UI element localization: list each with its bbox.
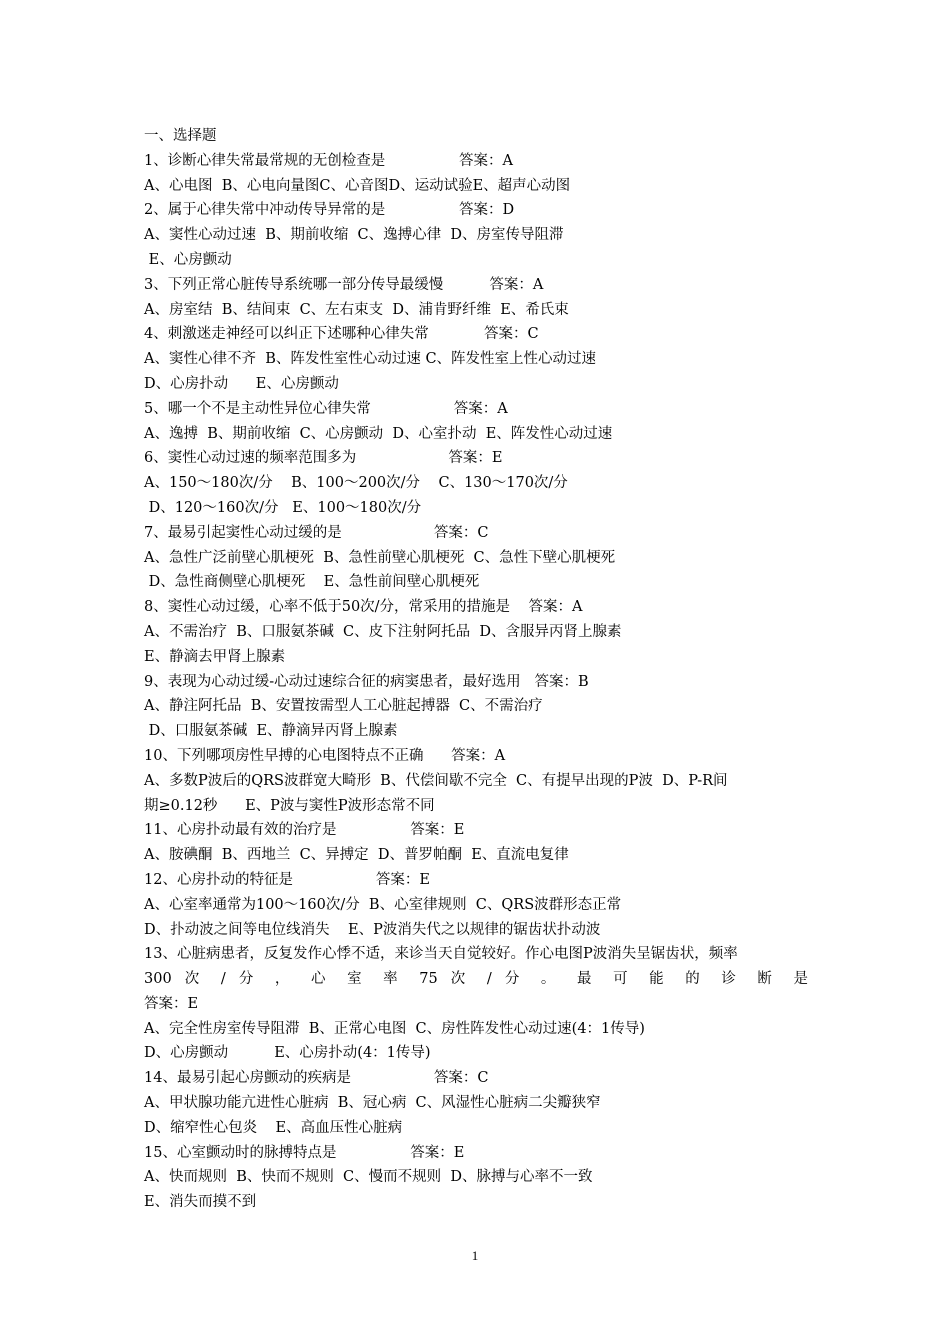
question-3: 3、下列正常心脏传导系统哪一部分传导最缓慢 答案：A (144, 276, 544, 293)
page-number: 1 (471, 1248, 479, 1263)
question-2: 2、属于心律失常中冲动传导异常的是 答案：D (144, 202, 515, 219)
question-1: 1、诊断心律失常最常规的无创检查是 答案：A (144, 152, 513, 169)
question-7: 7、最易引起窦性心动过缓的是 答案：C (144, 524, 489, 541)
question-12-options: A、心室率通常为100～160次/分 B、心室律规则 C、QRS波群形态正常 (144, 896, 622, 913)
question-list (144, 124, 808, 1215)
question-4: 4、刺激迷走神经可以纠正下述哪种心律失常 答案：C (144, 326, 539, 343)
question-12: 12、心房扑动的特征是 答案：E (144, 871, 430, 888)
question-15-options: A、快而规则 B、快而不规则 C、慢而不规则 D、脉搏与心率不一致 (144, 1169, 593, 1186)
section-heading: 一、选择题 (144, 128, 217, 144)
question-8-options-cont: E、静滴去甲肾上腺素 (144, 648, 286, 665)
question-15: 15、心室颤动时的脉搏特点是 答案：E (144, 1144, 465, 1161)
question-13-answer: 答案：E (144, 995, 199, 1012)
question-14-options-cont: D、缩窄性心包炎 E、高血压性心脏病 (144, 1119, 403, 1136)
question-11: 11、心房扑动最有效的治疗是 答案：E (144, 822, 465, 839)
question-2-options: A、窦性心动过速 B、期前收缩 C、逸搏心律 D、房室传导阻滞 (144, 227, 564, 244)
question-13: 13、心脏病患者，反复发作心悸不适，来诊当天自觉较好。作心电图P波消失呈锯齿状，频率 (144, 946, 738, 963)
question-11-options: A、胺碘酮 B、西地兰 C、异搏定 D、普罗帕酮 E、直流电复律 (144, 847, 569, 864)
question-7-options-cont: D、急性商侧壁心肌梗死 E、急性前间壁心肌梗死 (144, 574, 480, 591)
question-7-options: A、急性广泛前壁心肌梗死 B、急性前壁心肌梗死 C、急性下壁心肌梗死 (144, 549, 616, 566)
question-13-options: A、完全性房室传导阻滞 B、正常心电图 C、房性阵发性心动过速(4：1传导) (144, 1020, 645, 1037)
question-4-options: A、窦性心律不齐 B、阵发性室性心动过速 C、阵发性室上性心动过速 (144, 351, 597, 368)
question-9-options: A、静注阿托品 B、安置按需型人工心脏起搏器 C、不需治疗 (144, 698, 543, 715)
question-5-options: A、逸搏 B、期前收缩 C、心房颤动 D、心室扑动 E、阵发性心动过速 (144, 425, 613, 442)
question-2-options-cont: E、心房颤动 (144, 251, 232, 268)
question-15-options-cont: E、消失而摸不到 (144, 1194, 257, 1211)
question-13-cont: 300 次 / 分 ， 心 室 率 75 次 / 分 。 最 可 能 的 诊 断 是 (144, 971, 808, 988)
question-4-options-cont: D、心房扑动 E、心房颤动 (144, 375, 339, 392)
question-13-options-cont: D、心房颤动 E、心房扑动(4：1传导) (144, 1045, 431, 1062)
question-12-options-cont: D、扑动波之间等电位线消失 E、P波消失代之以规律的锯齿状扑动波 (144, 921, 601, 938)
question-14: 14、最易引起心房颤动的疾病是 答案：C (144, 1070, 489, 1087)
question-6: 6、窦性心动过速的频率范围多为 答案：E (144, 450, 503, 467)
question-10-options: A、多数P波后的QRS波群宽大畸形 B、代偿间歇不完全 C、有提早出现的P波 D、P-R间 (144, 772, 728, 789)
question-14-options: A、甲状腺功能亢进性心脏病 B、冠心病 C、风湿性心脏病二尖瓣狭窄 (144, 1095, 601, 1112)
question-3-options: A、房室结 B、结间束 C、左右束支 D、浦肯野纤维 E、希氏束 (144, 301, 569, 318)
question-9-options-cont: D、口服氨茶碱 E、静滴异丙肾上腺素 (144, 723, 398, 740)
question-1-options: A、心电图 B、心电向量图C、心音图D、运动试验E、超声心动图 (144, 177, 571, 194)
question-10-options-cont: 期≥0.12秒 E、P波与窦性P波形态常不同 (144, 797, 435, 814)
question-6-options-cont: D、120～160次/分 E、100～180次/分 (144, 499, 422, 516)
question-8: 8、窦性心动过缓，心率不低于50次/分，常采用的措施是 答案：A (144, 599, 583, 616)
question-6-options: A、150～180次/分 B、100～200次/分 C、130～170次/分 (144, 475, 568, 492)
question-9: 9、表现为心动过缓-心动过速综合征的病窦患者，最好选用 答案：B (144, 673, 589, 690)
question-10: 10、下列哪项房性早搏的心电图特点不正确 答案：A (144, 747, 506, 764)
question-5: 5、哪一个不是主动性异位心律失常 答案：A (144, 400, 508, 417)
question-8-options: A、不需治疗 B、口服氨茶碱 C、皮下注射阿托品 D、含服异丙肾上腺素 (144, 623, 622, 640)
